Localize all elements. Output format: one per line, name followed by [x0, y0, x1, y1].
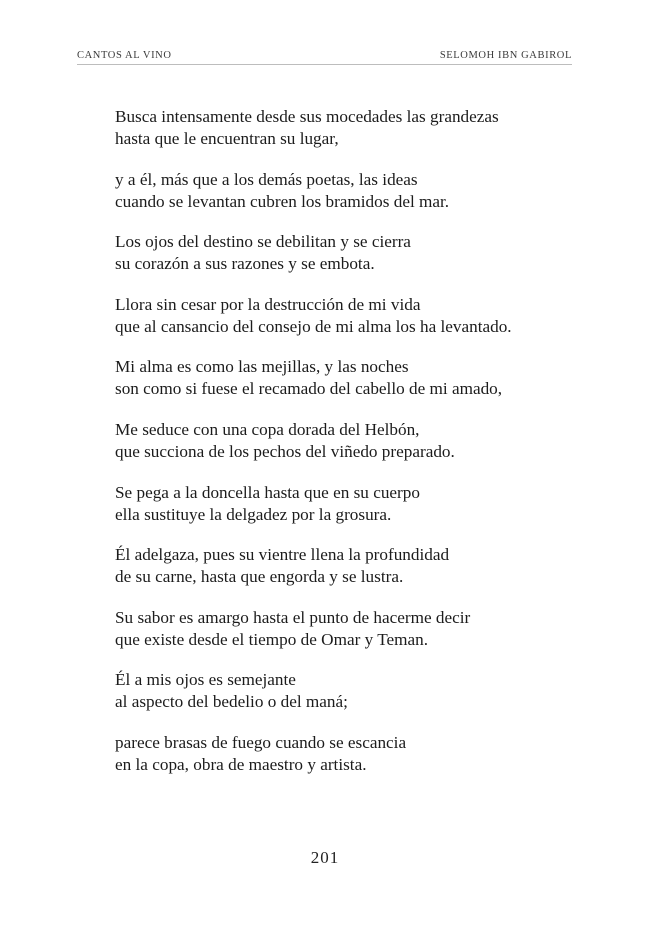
verse-line: al aspecto del bedelio o del maná; [115, 692, 348, 712]
stanza [115, 419, 575, 463]
verse-line: Se pega a la doncella hasta que en su cuerpo [115, 482, 420, 502]
poem-body [115, 106, 575, 795]
book-title: CANTOS AL VINO [77, 50, 172, 61]
verse-line: son como si fuese el recamado del cabello de mi amado, [115, 379, 503, 399]
verse-line: que al cansancio del consejo de mi alma los ha levantado. [115, 316, 512, 336]
verse-line: que existe desde el tiempo de Omar y Teman. [115, 629, 429, 649]
stanza [115, 607, 575, 651]
stanza [115, 482, 575, 526]
stanza [115, 106, 575, 150]
verse-line: cuando se levantan cubren los bramidos del mar. [115, 191, 450, 211]
stanza [115, 544, 575, 588]
verse-line: de su carne, hasta que engorda y se lustra. [115, 567, 404, 587]
verse-line: en la copa, obra de maestro y artista. [115, 754, 367, 774]
verse-line: Me seduce con una copa dorada del Helbón, [115, 419, 420, 439]
verse-line: Los ojos del destino se debilitan y se cierra [115, 232, 411, 252]
verse-line: parece brasas de fuego cuando se escancia [115, 732, 407, 752]
verse-line: Él adelgaza, pues su vientre llena la profundidad [115, 545, 450, 565]
stanza [115, 231, 575, 275]
verse-line: Su sabor es amargo hasta el punto de hacerme decir [115, 607, 471, 627]
verse-line: Llora sin cesar por la destrucción de mi vida [115, 294, 421, 314]
verse-line: Busca intensamente desde sus mocedades las grandezas [115, 107, 499, 126]
page-number: 201 [310, 848, 340, 867]
stanza [115, 294, 575, 338]
stanza [115, 669, 575, 713]
verse-line: que succiona de los pechos del viñedo preparado. [115, 441, 455, 461]
verse-line: Mi alma es como las mejillas, y las noches [115, 357, 409, 377]
verse-line: hasta que le encuentran su lugar, [115, 129, 339, 148]
stanza [115, 356, 575, 400]
verse-line: ella sustituye la delgadez por la grosura. [115, 504, 392, 524]
verse-line: Él a mis ojos es semejante [115, 670, 296, 690]
stanza [115, 169, 575, 213]
stanza [115, 732, 575, 776]
verse-line: su corazón a sus razones y se embota. [115, 254, 375, 274]
running-header [77, 50, 572, 65]
author-name: SELOMOH IBN GABIROL [439, 50, 572, 61]
verse-line: y a él, más que a los demás poetas, las ideas [115, 169, 418, 189]
